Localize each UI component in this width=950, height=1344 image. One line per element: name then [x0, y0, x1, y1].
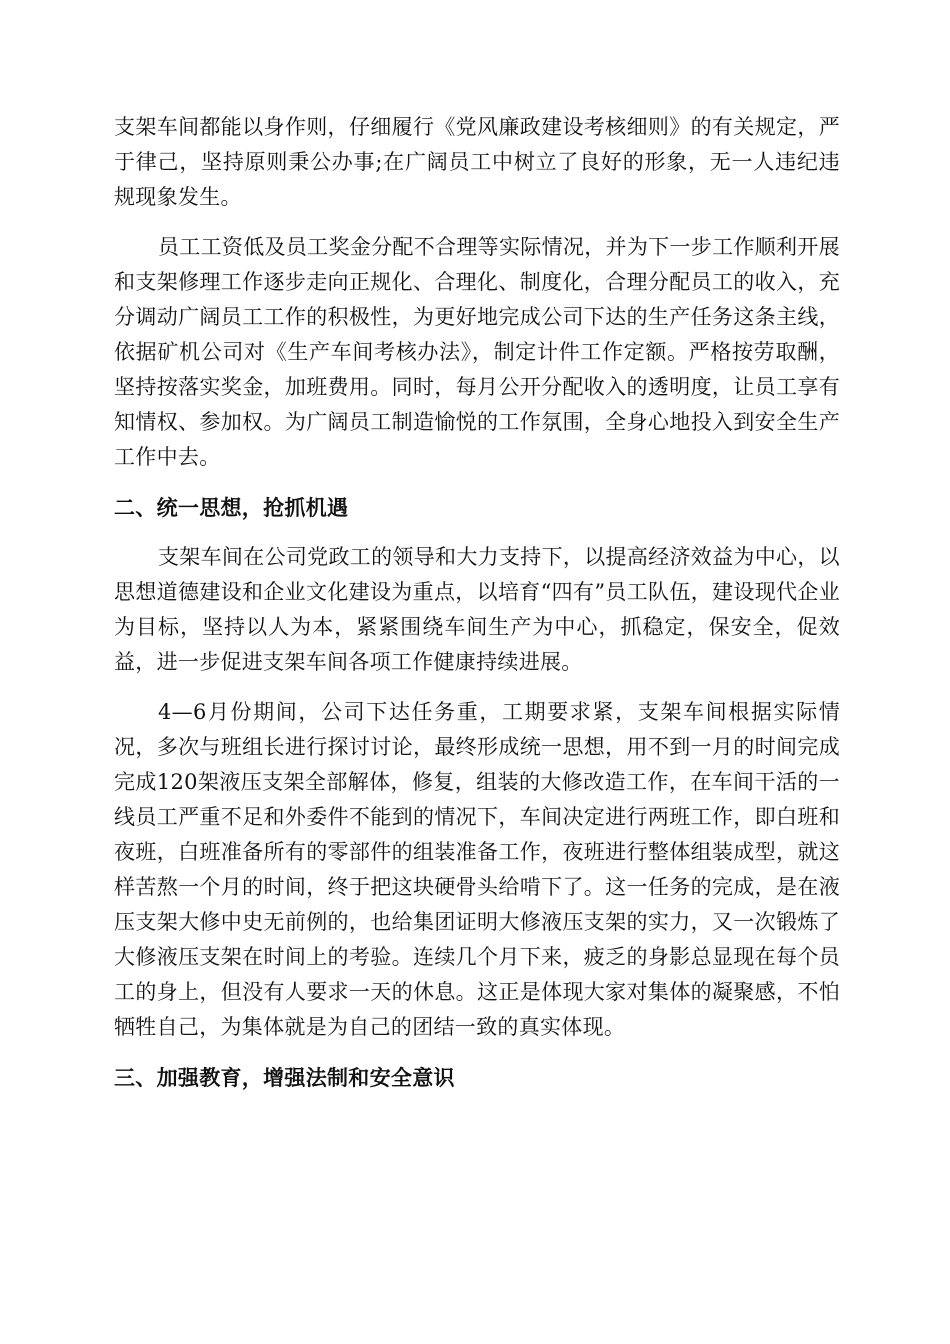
document-page — [114, 110, 840, 1110]
section-heading-2: 二、统一思想，抢抓机遇 — [114, 495, 349, 520]
paragraph-leadership: 支架车间在公司党政工的领导和大力支持下，以提高经济效益为中心，以思想道德建设和企业文化建设为重点，以培育“四有”员工队伍，建设现代企业为目标，坚持以人为本，紧紧围绕车间生产为中心，抓稳定，保安全，促效益，进一步促进支架车间各项工作健康持续进展。 — [114, 545, 840, 674]
section-heading-3: 三、加强教育，增强法制和安全意识 — [114, 1065, 455, 1090]
paragraph-discipline: 支架车间都能以身作则，仔细履行《党风廉政建设考核细则》的有关规定，严于律己，坚持原则秉公办事;在广阔员工中树立了良好的形象，无一人违纪违规现象发生。 — [114, 115, 840, 209]
paragraph-wage-distribution: 员工工资低及员工奖金分配不合理等实际情况，并为下一步工作顺利开展和支架修理工作逐步走向正规化、合理化、制度化，合理分配员工的收入，充分调动广阔员工工作的积极性，为更好地完成公司下达的生产任务这条主线，依据矿机公司对《生产车间考核办法》，制定计件工作定额。严格按劳取酬，坚持按落实奖金，加班费用。同时，每月公开分配收入的透明度，让员工享有知情权、参加权。为广阔员工制造愉悦的工作氛围，全身心地投入到安全生产工作中去。 — [114, 235, 840, 469]
paragraph-april-june-tasks: 4—6月份期间，公司下达任务重，工期要求紧，支架车间根据实际情况，多次与班组长进行探讨讨论，最终形成统一思想，用不到一月的时间完成完成120架液压支架全部解体，修复，组装的大修改造工作，在车间干活的一线员工严重不足和外委件不能到的情况下，车间决定进行两班工作，即白班和夜班，白班准备所有的零部件的组装准备工作，夜班进行整体组装成型，就这样苦熬一个月的时间，终于把这块硬骨头给啃下了。这一任务的完成，是在液压支架大修中史无前例的，也给集团证明大修液压支架的实力，又一次锻炼了大修液压支架在时间上的考验。连续几个月下来，疲乏的身影总显现在每个员工的身上，但没有人要求一天的休息。这正是体现大家对集体的凝聚感，不怕牺牲自己，为集体就是为自己的团结一致的真实体现。 — [114, 700, 840, 1039]
